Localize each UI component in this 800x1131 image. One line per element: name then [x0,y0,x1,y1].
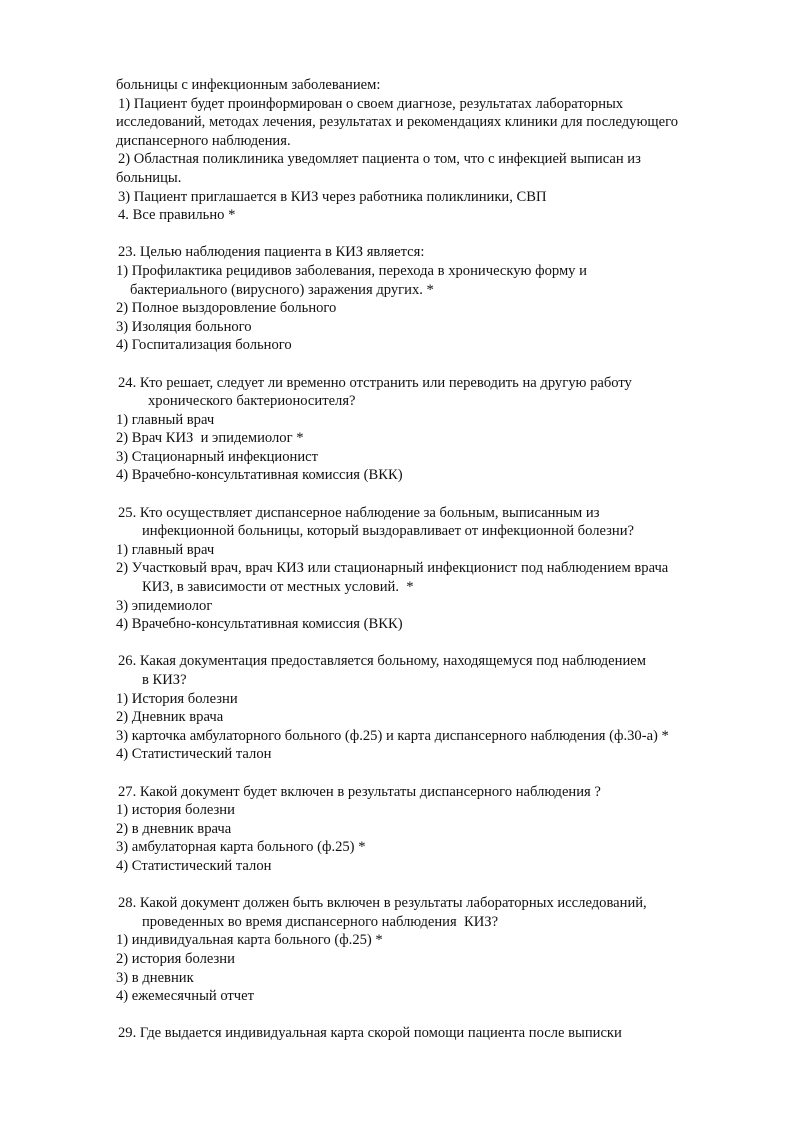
question-text-line-1: 28. Какой документ должен быть включен в результаты лабораторных исследований, [118,895,647,912]
option-4: 4) ежемесячный отчет [116,988,255,1005]
question-text-line-1: 25. Кто осуществляет диспансерное наблюдение за больным, выписанным из [118,504,600,521]
intro-option-1-line-2: исследований, методах лечения, результатах и рекомендациях клиники для последующего [116,114,679,131]
spacer [116,1006,756,1025]
option-1: 1) индивидуальная карта больного (ф.25) * [116,932,383,949]
question-25 [116,504,756,634]
option-2: 2) Врач КИЗ и эпидемиолог * [116,430,304,447]
question-24 [116,374,756,486]
option-2: 2) Дневник врача [116,709,224,726]
question-text-line-1: 24. Кто решает, следует ли временно отстранить или переводить на другую работу [118,374,632,391]
option-1-line-1: 1) Профилактика рецидивов заболевания, перехода в хроническую форму и [116,262,587,279]
option-3: 3) Стационарный инфекционист [116,448,318,465]
option-2-line-1: 2) Участковый врач, врач КИЗ или стационарный инфекционист под наблюдением врача [116,560,669,577]
intro-option-3: 3) Пациент приглашается в КИЗ через работника поликлиники, СВП [118,188,547,205]
question-text-line-2: инфекционной больницы, который выздоравливает от инфекционной болезни? [142,523,634,540]
option-4: 4) Врачебно-консультативная комиссия (ВКК) [116,616,403,633]
option-3: 3) амбулаторная карта больного (ф.25) * [116,839,366,856]
option-1: 1) главный врач [116,411,215,428]
option-1-line-2: бактериального (вирусного) заражения других. * [130,281,434,298]
option-2-line-2: КИЗ, в зависимости от местных условий. * [142,579,414,596]
option-3: 3) эпидемиолог [116,597,213,614]
spacer [116,764,756,783]
question-text-line-2: хронического бактерионосителя? [148,393,356,410]
question-26 [116,652,756,764]
option-1: 1) История болезни [116,690,238,707]
question-28 [116,894,756,1006]
question-29 [116,1024,756,1043]
option-2: 2) Полное выздоровление больного [116,300,337,317]
option-2: 2) история болезни [116,950,235,967]
question-text: 27. Какой документ будет включен в результаты диспансерного наблюдения ? [118,783,601,800]
spacer [116,634,756,653]
intro-block [116,76,756,225]
intro-option-1-line-1: 1) Пациент будет проинформирован о своем диагнозе, результатах лабораторных [118,95,624,112]
option-2: 2) в дневник врача [116,820,232,837]
question-text: 23. Целью наблюдения пациента в КИЗ является: [118,244,425,261]
option-4: 4) Врачебно-консультативная комиссия (ВКК) [116,467,403,484]
question-27 [116,783,756,876]
question-text-line-1: 26. Какая документация предоставляется больному, находящемуся под наблюдением [118,653,646,670]
option-4: 4) Статистический талон [116,746,272,763]
document-page [116,76,756,1043]
spacer [116,485,756,504]
option-4: 4) Статистический талон [116,857,272,874]
intro-option-4: 4. Все правильно * [118,207,236,224]
intro-option-1-line-3: диспансерного наблюдения. [116,132,291,149]
intro-option-2-line-2: больницы. [116,169,182,186]
question-text: 29. Где выдается индивидуальная карта скорой помощи пациента после выписки [118,1025,622,1042]
option-3: 3) Изоляция больного [116,318,252,335]
question-23 [116,243,756,355]
spacer [116,225,756,244]
option-1: 1) главный врач [116,541,215,558]
question-text-line-2: в КИЗ? [142,672,187,688]
intro-header: больницы с инфекционным заболеванием: [116,77,381,93]
intro-option-2-line-1: 2) Областная поликлиника уведомляет пациента о том, что с инфекцией выписан из [118,151,641,168]
spacer [116,876,756,895]
option-3: 3) в дневник [116,969,194,986]
question-text-line-2: проведенных во время диспансерного наблюдения КИЗ? [142,913,499,930]
option-1: 1) история болезни [116,802,235,819]
spacer [116,355,756,374]
option-3: 3) карточка амбулаторного больного (ф.25) и карта диспансерного наблюдения (ф.30-а) * [116,727,669,744]
option-4: 4) Госпитализация больного [116,337,292,354]
